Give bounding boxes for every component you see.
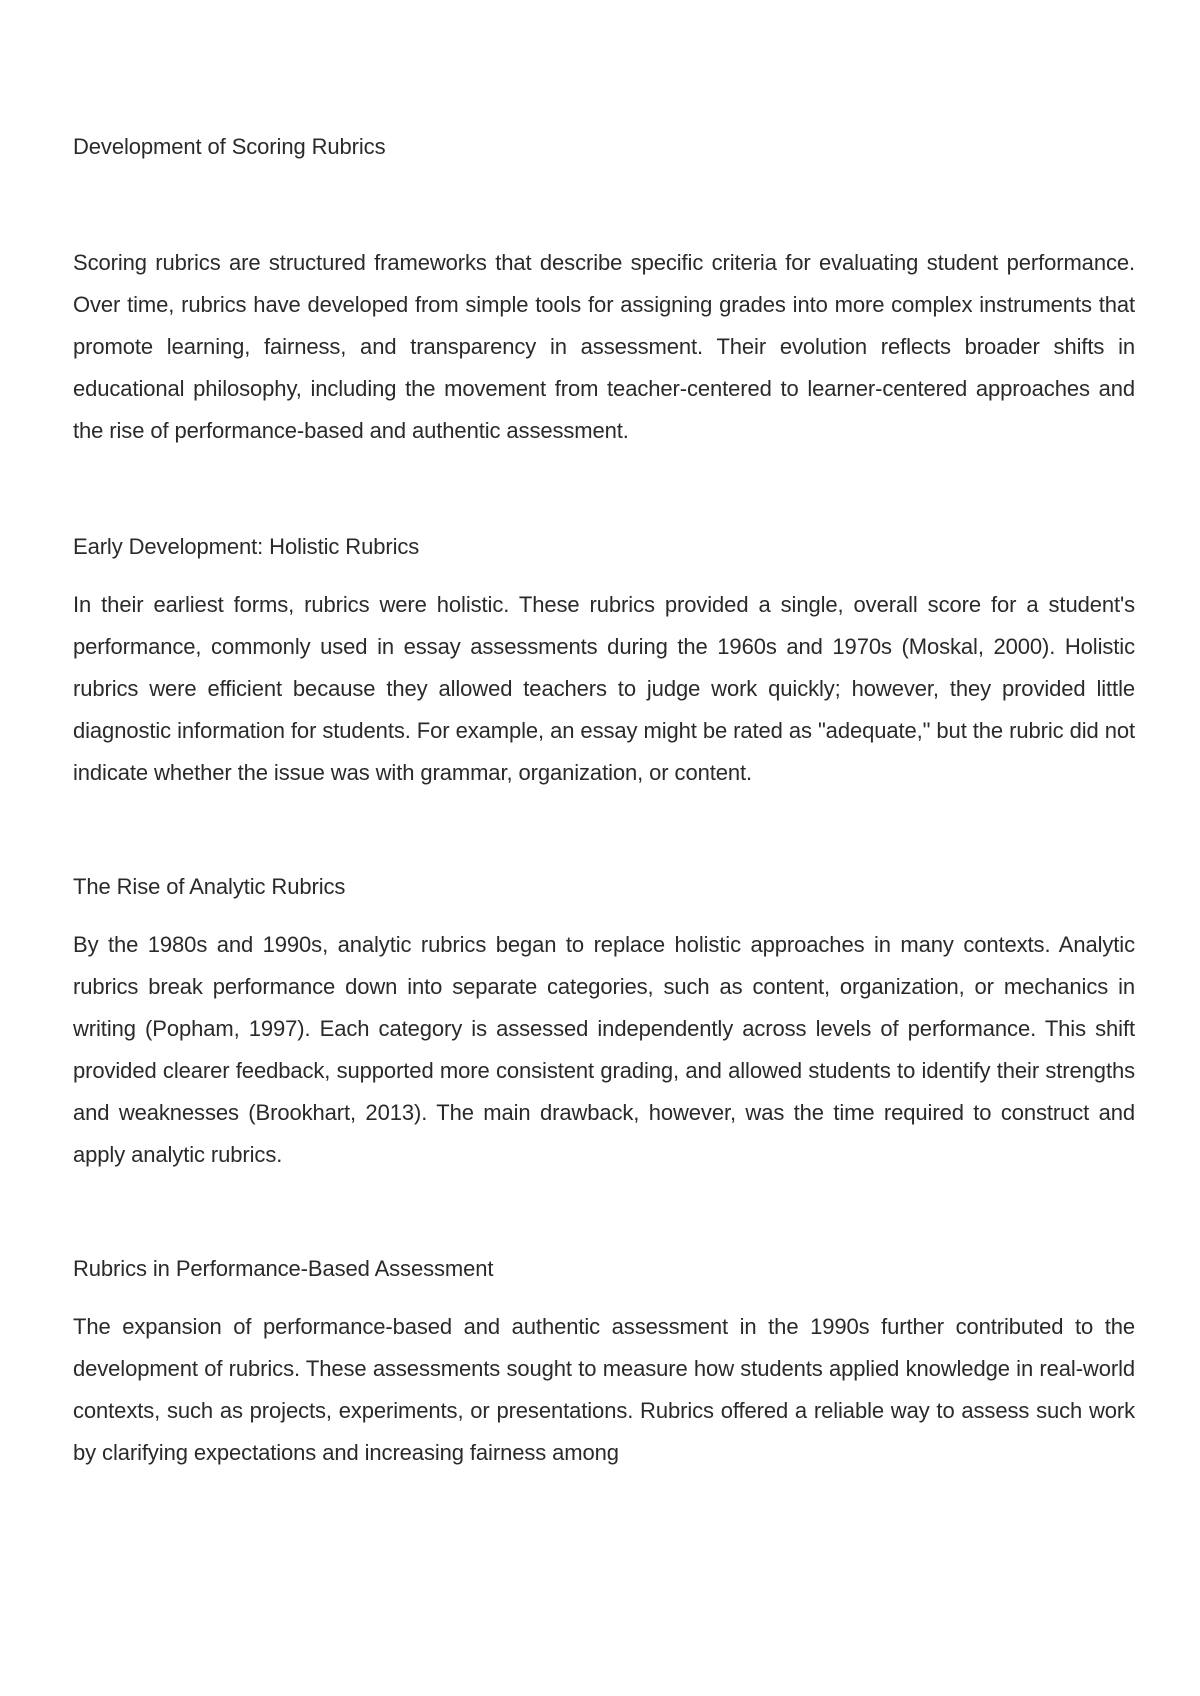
section-heading: The Rise of Analytic Rubrics xyxy=(73,874,346,899)
section-heading: Rubrics in Performance-Based Assessment xyxy=(73,1256,494,1281)
intro-paragraph: Scoring rubrics are structured frameworks that describe specific criteria for evaluating student performance. Over time, rubrics have developed from simple tools for assigning grades into more complex instruments that promote learning, fairness, and transparency in assessment. Their evolution reflects broader shifts in educational philosophy, including the movement from teacher-centered to learner-centered approaches and the rise of performance-based and authentic assessment. xyxy=(73,250,1135,443)
section-heading: Early Development: Holistic Rubrics xyxy=(73,534,420,559)
document-page xyxy=(73,126,1135,1474)
section-performance-based-assessment xyxy=(73,1248,1135,1474)
section-paragraph: In their earliest forms, rubrics were holistic. These rubrics provided a single, overall score for a student's performance, commonly used in essay assessments during the 1960s and 1970s (Moskal, 2000). Holistic rubrics were efficient because they allowed teachers to judge work quickly; however, they provided little diagnostic information for students. For example, an essay might be rated as "adequate," but the rubric did not indicate whether the issue was with grammar, organization, or content. xyxy=(73,592,1135,785)
document-title: Development of Scoring Rubrics xyxy=(73,134,386,159)
section-analytic-rubrics xyxy=(73,866,1135,1176)
section-holistic-rubrics xyxy=(73,526,1135,794)
section-paragraph: The expansion of performance-based and authentic assessment in the 1990s further contributed to the development of rubrics. These assessments sought to measure how students applied knowledge in real-world contexts, such as projects, experiments, or presentations. Rubrics offered a reliable way to assess such work by clarifying expectations and increasing fairness among xyxy=(73,1314,1135,1465)
section-paragraph: By the 1980s and 1990s, analytic rubrics began to replace holistic approaches in many contexts. Analytic rubrics break performance down into separate categories, such as content, organization, or mechanics in writing (Popham, 1997). Each category is assessed independently across levels of performance. This shift provided clearer feedback, supported more consistent grading, and allowed students to identify their strengths and weaknesses (Brookhart, 2013). The main drawback, however, was the time required to construct and apply analytic rubrics. xyxy=(73,932,1135,1167)
